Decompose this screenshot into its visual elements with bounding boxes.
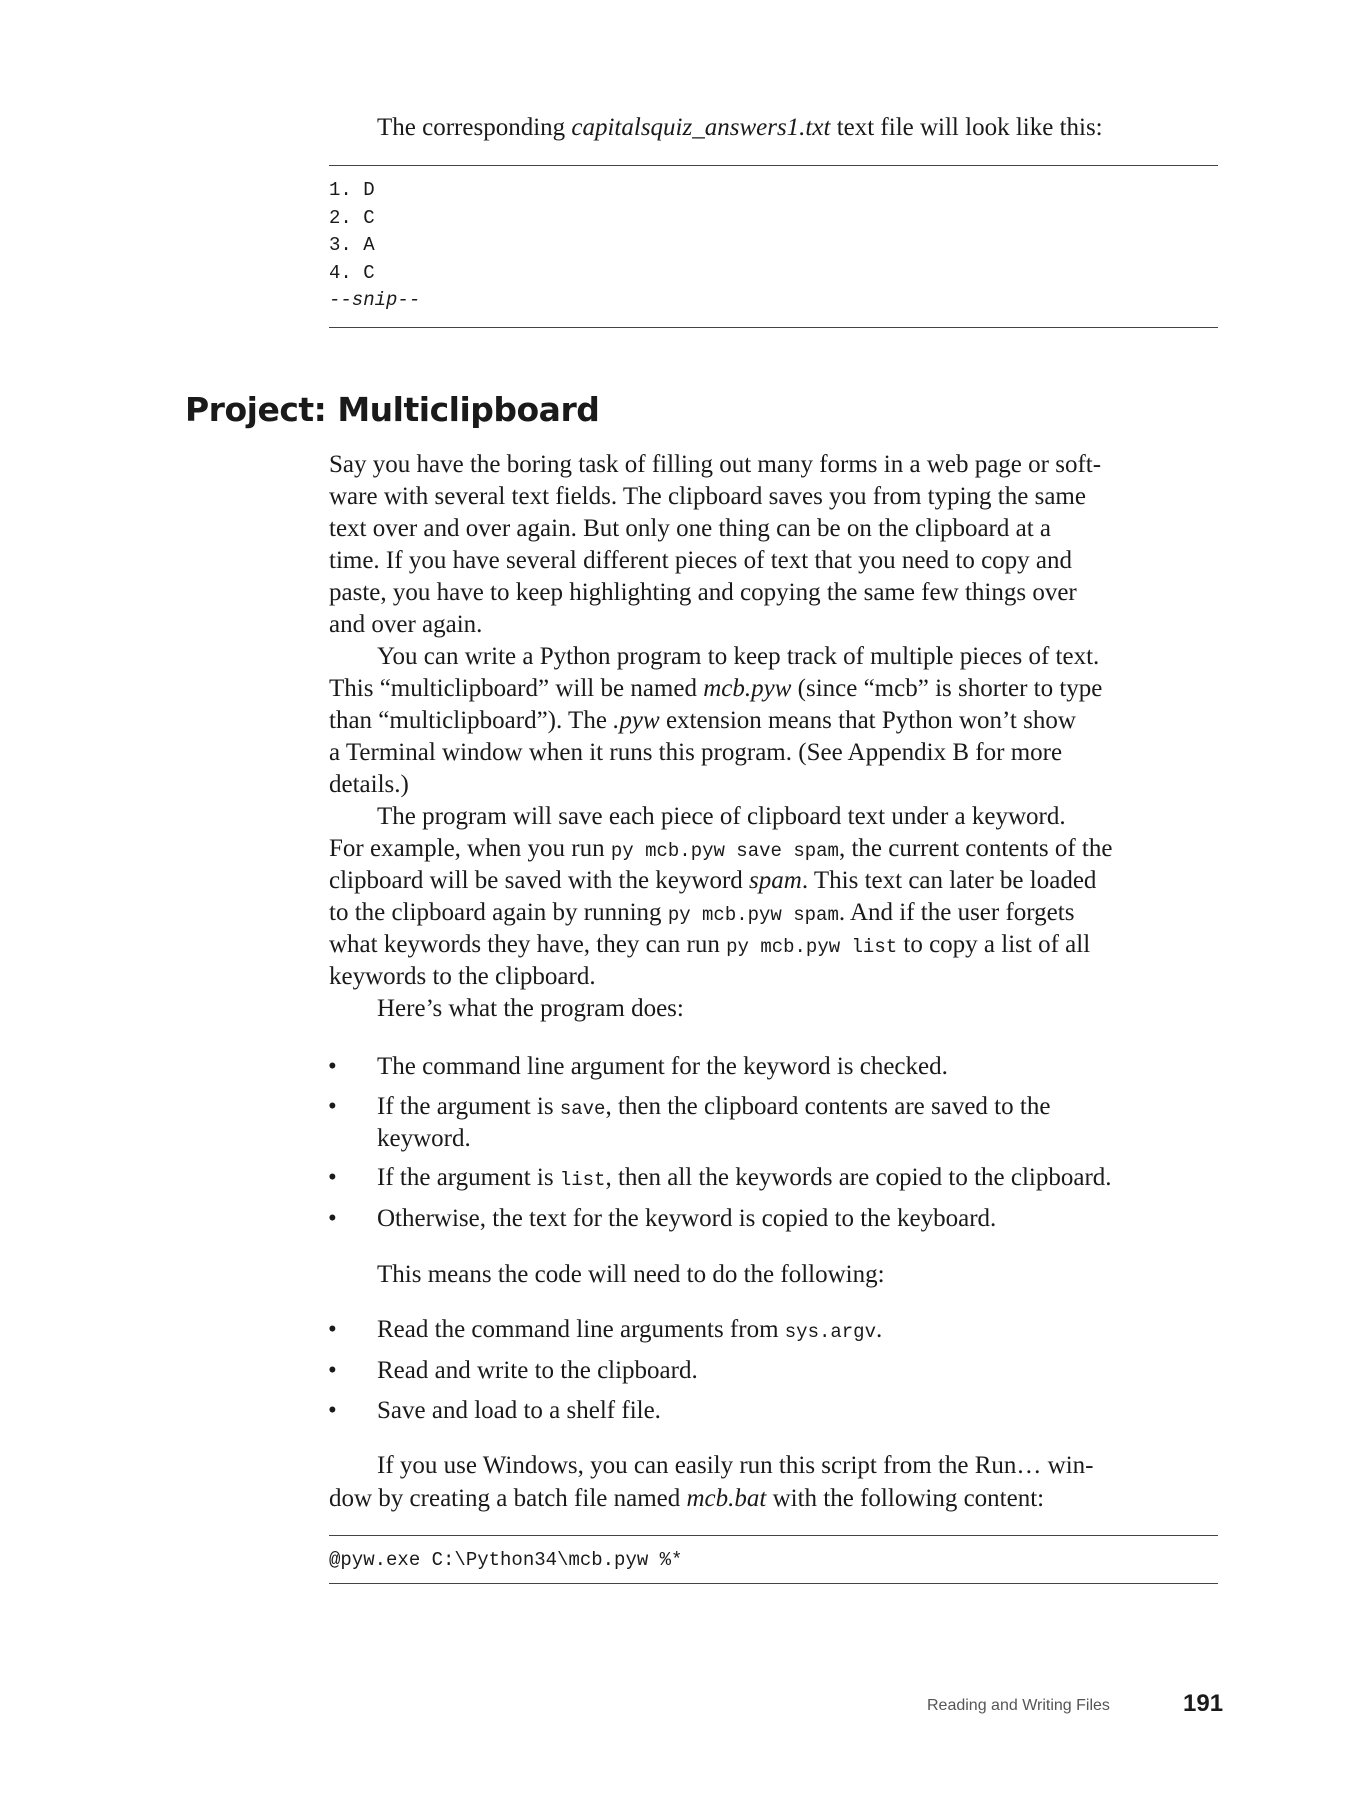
text-run: than “multiclipboard”). The	[329, 707, 614, 734]
answers-code-block	[329, 177, 420, 315]
paragraph-line	[329, 577, 1077, 609]
paragraph-line	[377, 641, 1099, 673]
text-run: , the current contents of the	[838, 835, 1113, 862]
bullet-icon: •	[328, 1316, 337, 1343]
paragraph-line	[329, 545, 1072, 577]
section-heading: Project: Multiclipboard	[185, 390, 600, 429]
text-run: Save and load to a shelf file.	[377, 1397, 661, 1424]
paragraph-line	[329, 865, 1096, 897]
paragraph-line	[329, 737, 1062, 769]
text-run: a Terminal window when it runs this program. (See Appendix B for more	[329, 739, 1063, 766]
intro-line	[377, 112, 1103, 144]
text-run: Read the command line arguments from	[377, 1316, 785, 1343]
inline-code: py mcb.pyw save spam	[610, 840, 839, 862]
text-run: You can write a Python program to keep track of multiple pieces of text.	[377, 643, 1100, 670]
text-run: to copy a list of all	[897, 931, 1091, 958]
text-run: text file will look like this:	[830, 114, 1103, 141]
text-run: Here’s what the program does:	[377, 995, 684, 1022]
paragraph-line	[329, 897, 1074, 929]
text-run: what keywords they have, they can run	[329, 931, 727, 958]
text-run: time. If you have several different pieces of text that you need to copy and	[329, 547, 1073, 574]
text-run: If the argument is	[377, 1164, 560, 1191]
paragraph-line	[377, 801, 1066, 833]
text-run: If you use Windows, you can easily run this script from the Run… win-	[377, 1452, 1094, 1479]
inline-code: py mcb.pyw spam	[667, 904, 839, 926]
text-run: keywords to the clipboard.	[329, 963, 596, 990]
answer-line: 2. C	[329, 206, 375, 229]
paragraph-line	[329, 833, 1112, 865]
batch-rule-bottom	[329, 1583, 1218, 1584]
bullet-item	[377, 1355, 698, 1387]
inline-code: save	[559, 1098, 606, 1120]
bullet-icon: •	[328, 1397, 337, 1424]
text-run: paste, you have to keep highlighting and copying the same few things over	[329, 579, 1077, 606]
text-run: (since “mcb” is shorter to type	[791, 675, 1103, 702]
italic-text: mcb.bat	[686, 1485, 767, 1512]
italic-text: spam	[749, 867, 802, 894]
bullet-icon: •	[328, 1093, 337, 1120]
means-paragraph: This means the code will need to do the following:	[377, 1261, 885, 1288]
bullet-item	[377, 1091, 1050, 1123]
italic-text: capitalsquiz_answers1.txt	[571, 114, 831, 141]
snip-marker: --snip--	[329, 289, 421, 312]
text-run: keyword.	[377, 1125, 471, 1152]
page-number: 191	[1183, 1690, 1224, 1717]
paragraph-line	[329, 481, 1086, 513]
paragraph-line	[329, 769, 409, 801]
text-run: If the argument is	[377, 1093, 560, 1120]
text-run: Read and write to the clipboard.	[377, 1357, 698, 1384]
text-run: and over again.	[329, 611, 483, 638]
paragraph-line	[329, 929, 1090, 961]
text-run: clipboard will be saved with the keyword	[329, 867, 750, 894]
batch-code: @pyw.exe C:\Python34\mcb.pyw %*	[329, 1549, 683, 1571]
text-run: The corresponding	[377, 114, 572, 141]
code-rule-top	[329, 165, 1218, 166]
italic-text: .pyw	[613, 707, 660, 734]
bullet-item	[377, 1123, 471, 1155]
bullet-icon: •	[328, 1357, 337, 1384]
paragraph-line	[329, 513, 1051, 545]
bullet-item	[377, 1395, 661, 1427]
bullet-item	[377, 1051, 948, 1083]
paragraph-line	[329, 449, 1101, 481]
bullet-icon: •	[328, 1053, 337, 1080]
paragraph-line	[329, 673, 1102, 705]
text-run: , then all the keywords are copied to the clipboard.	[605, 1164, 1112, 1191]
text-run: ware with several text fields. The clipboard saves you from typing the same	[329, 483, 1086, 510]
text-run: The command line argument for the keyword is checked.	[377, 1053, 948, 1080]
text-run: dow by creating a batch file named	[329, 1485, 687, 1512]
inline-code: py mcb.pyw list	[726, 936, 898, 958]
text-run: text over and over again. But only one thing can be on the clipboard at a	[329, 515, 1051, 542]
answer-line: 4. C	[329, 261, 375, 284]
text-run: The program will save each piece of clipboard text under a keyword.	[377, 803, 1066, 830]
paragraph-line	[329, 609, 482, 641]
footer-chapter-title: Reading and Writing Files	[927, 1697, 1110, 1714]
inline-code: list	[559, 1169, 606, 1191]
bullet-item	[377, 1314, 882, 1346]
bullet-icon: •	[328, 1164, 337, 1191]
paragraph-line	[377, 1450, 1093, 1482]
text-run: Say you have the boring task of filling out many forms in a web page or soft-	[329, 451, 1102, 478]
paragraph-line	[329, 961, 596, 993]
paragraph-line	[377, 993, 684, 1025]
text-run: , then the clipboard contents are saved to the	[605, 1093, 1051, 1120]
text-run: This “multiclipboard” will be named	[329, 675, 704, 702]
bullet-item	[377, 1162, 1112, 1194]
paragraph-line	[329, 1483, 1044, 1515]
text-run: Otherwise, the text for the keyword is copied to the keyboard.	[377, 1205, 997, 1232]
bullet-icon: •	[328, 1205, 337, 1232]
batch-rule-top	[329, 1535, 1218, 1536]
text-run: with the following content:	[766, 1485, 1045, 1512]
text-run: . This text can later be loaded	[801, 867, 1097, 894]
text-run: .	[875, 1316, 883, 1343]
answer-line: 1. D	[329, 179, 375, 201]
answer-line: 3. A	[329, 234, 375, 257]
text-run: For example, when you run	[329, 835, 611, 862]
text-run: to the clipboard again by running	[329, 899, 668, 926]
code-rule-bottom	[329, 327, 1218, 328]
text-run: extension means that Python won’t show	[659, 707, 1076, 734]
bullet-item	[377, 1203, 996, 1235]
paragraph-line	[329, 705, 1076, 737]
text-run: . And if the user forgets	[838, 899, 1075, 926]
text-run: details.)	[329, 771, 409, 798]
italic-text: mcb.pyw	[703, 675, 792, 702]
inline-code: sys.argv	[784, 1321, 876, 1343]
